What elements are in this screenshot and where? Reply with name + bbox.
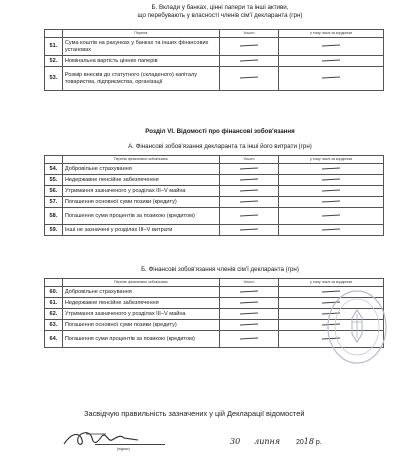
header-abroad: у тому числі за кордоном <box>279 30 384 38</box>
row-total <box>219 287 278 298</box>
date-day: 30 <box>230 437 241 446</box>
assets-table <box>44 29 384 91</box>
row-total <box>219 186 278 197</box>
header-total: Усього <box>219 279 278 287</box>
dash-mark <box>240 189 258 191</box>
row-total <box>219 225 278 236</box>
date-suffix: р. <box>315 439 322 446</box>
date-line <box>230 437 322 446</box>
table-row <box>45 175 384 186</box>
table-row <box>45 186 384 197</box>
row-label: Номінальна вартість цінних паперів <box>62 56 219 67</box>
table-row <box>45 67 384 91</box>
row-total <box>219 320 278 331</box>
row-number: 63. <box>45 320 63 331</box>
dash-mark <box>240 59 258 61</box>
dash-mark <box>240 200 258 202</box>
row-number: 55. <box>45 175 63 186</box>
dash-mark <box>322 228 340 230</box>
table-row <box>45 56 384 67</box>
row-label: Добровільне страхування <box>62 164 219 175</box>
row-abroad <box>279 208 384 225</box>
assets-title-line1: Б. Вклади у банках, цінні папери та інші активи, <box>151 4 289 11</box>
row-label: Погашення основної суми позики (кредиту) <box>62 197 219 208</box>
dash-mark <box>322 167 340 169</box>
liabilities-a-title: А. Фінансові зобов'язання декларанта та інші його витрати (грн) <box>128 143 312 150</box>
assets-title-line2: що перебувають у власності членів сім'ї декларанта (грн) <box>137 12 303 19</box>
row-number: 62. <box>45 309 63 320</box>
row-number: 53. <box>45 67 63 91</box>
table-row <box>45 225 384 236</box>
assets-section-title <box>40 4 400 20</box>
dash-mark <box>322 178 340 180</box>
row-label: Погашення основної суми позики (кредиту) <box>62 320 219 331</box>
header-list: Перелік фінансових зобов'язань <box>62 156 219 164</box>
row-label: Недержавне пенсійне забезпечення <box>62 175 219 186</box>
row-number: 54. <box>45 164 63 175</box>
header-total: Усього <box>219 156 278 164</box>
row-abroad <box>279 175 384 186</box>
table-row <box>45 38 384 56</box>
header-abroad: у тому числі за кордоном <box>279 279 384 287</box>
liabilities-b-header <box>45 279 384 287</box>
dash-mark <box>322 214 340 216</box>
date-year-prefix: 20 <box>295 439 304 446</box>
row-abroad <box>279 225 384 236</box>
dash-mark <box>240 301 258 303</box>
table-row <box>45 197 384 208</box>
liabilities-b-title: Б. Фінансові зобов'язання членів сім'ї декларанта (грн) <box>141 266 299 273</box>
row-abroad <box>279 186 384 197</box>
row-label: Добровільне страхування <box>62 287 219 298</box>
dash-mark <box>240 290 258 292</box>
table-row <box>45 164 384 175</box>
official-stamp-icon <box>326 288 388 366</box>
row-number: 59. <box>45 225 63 236</box>
row-total <box>219 67 278 91</box>
row-abroad <box>279 197 384 208</box>
row-label: Погашення суми процентів за позикою (кредитом) <box>62 208 219 225</box>
dash-mark <box>322 200 340 202</box>
row-number: 64. <box>45 331 63 348</box>
signature-caption: (підпис) <box>117 447 130 451</box>
row-total <box>219 298 278 309</box>
dash-mark <box>240 323 258 325</box>
section-vi-title-text: Розділ VI. Відомості про фінансові зобов'язання <box>145 128 295 135</box>
dash-mark <box>322 59 340 61</box>
dash-mark <box>240 228 258 230</box>
dash-mark <box>240 167 258 169</box>
row-abroad <box>279 38 384 56</box>
row-label: Погашення суми процентів за позикою (кредитом) <box>62 331 219 348</box>
row-abroad <box>279 67 384 91</box>
section-vi-title <box>40 128 400 136</box>
row-total <box>219 175 278 186</box>
dash-mark <box>240 77 258 79</box>
row-abroad <box>279 164 384 175</box>
dash-mark <box>240 214 258 216</box>
header-abroad: у тому числі за кордоном <box>279 156 384 164</box>
row-label: Утримання зазначеного у розділах III–V майна <box>62 309 219 320</box>
row-number: 51. <box>45 38 63 56</box>
row-total <box>219 331 278 348</box>
header-total: Усього <box>219 30 278 38</box>
dash-mark <box>240 312 258 314</box>
dash-mark <box>322 189 340 191</box>
row-label: Недержавне пенсійне забезпечення <box>62 298 219 309</box>
row-total <box>219 56 278 67</box>
date-month: липня <box>254 437 281 446</box>
dash-mark <box>240 178 258 180</box>
dash-mark <box>240 45 258 47</box>
row-label: Розмір внесків до статутного (складеного) капіталу товариства, підприємства, організації <box>62 67 219 91</box>
liabilities-a-header <box>45 156 384 164</box>
row-abroad <box>279 56 384 67</box>
liabilities-a-table <box>44 155 384 236</box>
row-total <box>219 208 278 225</box>
header-list: Перелік фінансових зобов'язань <box>62 279 219 287</box>
row-total <box>219 164 278 175</box>
table-row <box>45 208 384 225</box>
row-total <box>219 197 278 208</box>
row-total <box>219 309 278 320</box>
row-number: 58. <box>45 208 63 225</box>
row-total <box>219 38 278 56</box>
row-number: 57. <box>45 197 63 208</box>
row-number: 56. <box>45 186 63 197</box>
row-label: Інші не зазначені у розділах III–V витрати <box>62 225 219 236</box>
assets-table-header <box>45 30 384 38</box>
dash-mark <box>322 45 340 47</box>
row-label: Сума коштів на рахунках у банках та інших фінансових установах <box>62 38 219 56</box>
signature-icon <box>62 428 142 450</box>
dash-mark <box>322 77 340 79</box>
row-number: 60. <box>45 287 63 298</box>
confirmation-text: Засвідчую правильність зазначених у цій Декларації відомостей <box>84 409 305 418</box>
row-number: 52. <box>45 56 63 67</box>
row-label: Утримання зазначеного у розділах III–V майна <box>62 186 219 197</box>
date-year-suffix: 18 <box>303 437 314 446</box>
dash-mark <box>240 337 258 339</box>
signature-line <box>95 444 165 445</box>
header-list: Перелік <box>62 30 219 38</box>
row-number: 61. <box>45 298 63 309</box>
